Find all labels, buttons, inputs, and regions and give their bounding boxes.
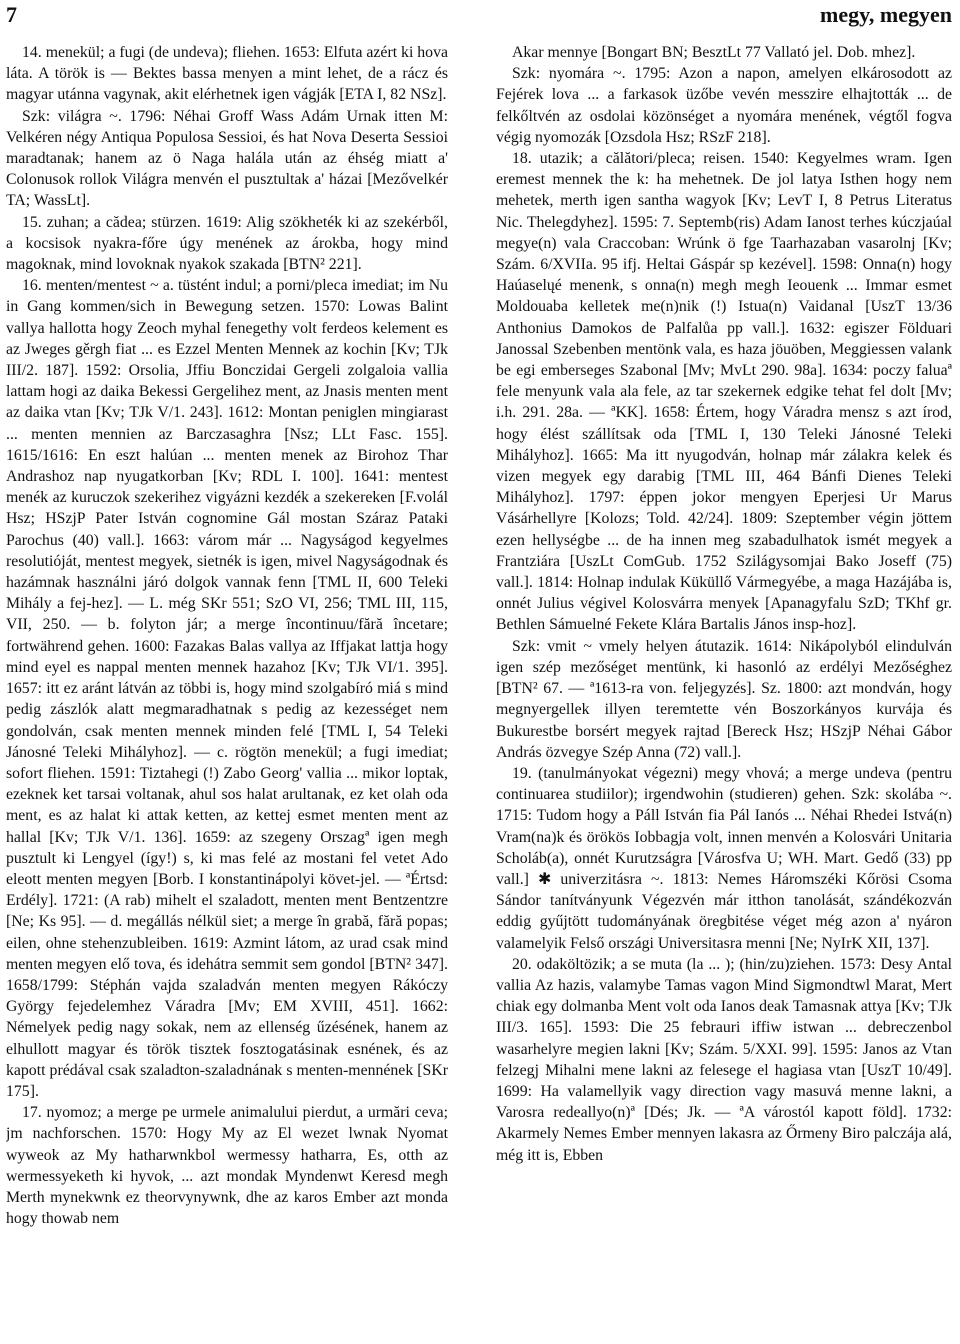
entry-paragraph: 18. utazik; a călători/pleca; reisen. 1540: Kegyelmes wram. Igen eremest mennek the k: ha mehetnek. De jol latya Isthen hogy nem mehetek, merth igen santha wagyok [Kv; LevT I, 8 Petrus Literatus Nic. Thelegdyhez]. 1595: 7. Septemb(ris) Adam Ianost terhes kúczjaúal megye(n) vala Craccoban: Wrúnk ö fge Taarhazaban vasarolnj [Kv; Szám. 6/XVIIa. 95 ifj. Heltai Gáspár sp kezével]. 1598: Onna(n) hogy Haúaselųé menenk, s onna(n) megh megh Ieouenk ... Immar esmet Moldouaba kelletek me(n)nik (!) Istua(n) Vaidanal [UszT 13/36 Anthonius Damokos de Palfalůa pp vall.]. 1632: egiszer Földuari Janossal Szebenben mentönk vala, es haza jöuöben, Meggiessen valank be egi emberseges Szabonal [Mv; MvLt 290. 98a]. 1634: poczy faluaª fele menyunk vala ala fele, az tar szekernek edgike tehat fel dolt [Mv; i.h. 291. 28a. — ªKK]. 1658: Értem, hogy Váradra mensz s azt írod, hogy élést szállítsak oda [TML I, 130 Teleki Jánosné Teleki Mihályhoz]. 1665: Ma itt nyugodván, holnap már zálakra kelek és vizen megyek egy darabig [TML III, 464 Bánfi Dienes Teleki Mihályhoz]. 1797: éppen jokor mengyen Eperjesi Ur Marus Vásárhellyre [Kolozs; Told. 42/24]. 1809: Szeptember végin jöttem ezen hellységbe ... de ha innen meg szabadulhatok ismét megyek a Frantziára [UszLt ComGub. 1752 Szilágysomjai Bako Joseff (75) vall.]. 1814: Holnap indulak Küküllő Vármegyébe, a maga Hazájába is, onnét Julius végivel Kolosvárra menyek [Apanagyfalu SzD; TKhf gr. Bethlen Sámuelné Fekete Klára Bartalis János insp-hoz]. xyxy=(496,150,952,634)
entry-paragraph: Szk: vmit ~ vmely helyen átutazik. 1614: Nikápolyból elindulván igen szép mezőséget mentünk, ki hasonló az erdélyi Mezőséghez [BTN² 67. — ª1613-ra von. feljegyzés]. Sz. 1800: azt mondván, hogy megnyergellek illyen teremtette vén Boszorkányos kurvája és Bukurestbe borsért megyek rajtad [Bereck Hsz; HSzjP Néhai Gábor András özvegye Szép Anna (72) vall.]. xyxy=(496,637,952,761)
entry-paragraph: 20. odaköltözik; a se muta (la ... ); (hin/zu)ziehen. 1573: Desy Antal vallia Az hazis, valamybe Tamas vagon Mind Sigmondtwl Marat, Mert chiak egy dolmanba Ment volt oda Ianos deak Tamasnak attya [Kv; TJk III/3. 165]. 1593: Die 25 febrauri iffiw istwan ... debreczenbol wasarhelyre megien lakni [Kv; Szám. 5/XXI. 99]. 1595: Janos az Vtan felzegj Mihalni mene lakni az felesege el hagiasa vtan [UszT 10/49]. 1699: Ha valamellyik vagy direction vagy masuvá menne lakni, a Varosra redeallyo(n)ª [Dés; Jk. — ªA várostól kapott föld]. 1732: Akarmely Nemes Ember mennyen lakasra az Őrmeny Biro palczája alá, még itt is, Ebben xyxy=(496,955,952,1164)
entry-paragraph: 19. (tanulmányokat végezni) megy vhová; a merge undeva (pentru continuarea studiilor); irgendwohin (studieren) gehen. Szk: skolába ~. 1715: Tudom hogy a Páll István fia Pál Ianós ... Néhai Rhedei Istvá(n) Vram(na)k és örökös Iobbagja volt, innen menvén a Kolosvári Unitaria Scholáb(a), onnét Kurutzságra [Városfva U; WH. Mart. Gedő (33) pp vall.] ✱ univerzitásra ~. 1813: Nemes Háromszéki Kőrösi Csoma Sándor tanítványunk Végezvén már itthon tanolását, szándékozván eddig gyűjtött tudományának öregbitése véget még azon a' nyáron valamelyik Felső országi Universitasra menni [Ne; NyIrK XII, 137]. xyxy=(496,764,952,952)
entry-paragraph: Szk: világra ~. 1796: Néhai Groff Wass Adám Urnak itten M: Velkéren négy Antiqua Populosa Sessioi, és hat Nova Deserta Sessioi maradtanak; hanem az ö Naga halála után az éhség miatt a' Colonusok rollok Világra menvén el pusztultak a' házai [Mezővelkér TA; WassLt]. xyxy=(6,107,448,210)
entry-paragraph: 15. zuhan; a cădea; stürzen. 1619: Alig szökheték ki az szekérből, a kocsisok nyakra-főre úgy menének az árokba, hogy mind magoknak, mind lovoknak nyakok szakada [BTN² 221]. xyxy=(6,213,448,274)
right-column xyxy=(496,42,952,1340)
page-number: 7 xyxy=(6,2,17,27)
entry-paragraph: 16. menten/mentest ~ a. tüstént indul; a porni/pleca imediat; im Nu in Gang kommen/sich in Bewegung setzen. 1570: Lowas Balint vallya hallotta hogy Zeoch myhal fenegethy volt ferdeos kelement es az Jweges gěrgh fiat ... es Ezzel Menten Mennek az kochin [Kv; TJk III/2. 187]. 1592: Orsolia, Jffiu Bonczidai Gergeli zolgaloia vallia lattam hogi az daika Bekessi Gergelihez ment, az Jnasis menten ment az daika vtan [Kv; TJk V/1. 243]. 1612: Montan peniglen mingiarast ... menten mennien az Barczasaghra [Nsz; LLt Fasc. 155]. 1615/1616: En eszt halúan ... menten menek az Birohoz Thar Andrashoz nap nyugatkorban [Kv; RDL I. 100]. 1641: mentest menék az kuruczok szekerihez vigyázni kezdék a szekereken [F.volál Hsz; HSzjP Pater István cognomine Gál mostan Száraz Pataki Parochus (40) vall.]. 1663: várom már ... Nagyságod kegyelmes resolutióját, mentest megyek, sietnék is igen, mivel Nagyságodnak és hazámnak használni járó dolgok vannak fenn [TML II, 600 Teleki Mihály a fej-hez]. — L. még SKr 551; SzO VI, 256; TML III, 115, VII, 250. — b. folyton jár; a merge încontinuu/fără încetare; fortwährend gehen. 1600: Fazakas Balas vallya az Iffjakat lattja hogy mind eyel es nappal menten mennek hazahoz [Kv; TJk VI/1. 395]. 1657: itt ez aránt látván az többi is, hogy mind szolgabíró miá s mind pedig zászlók alatt megmaradhatnak s pedig az kezességet nem gondolván, csak menten mennek minden felé [TML I, 54 Teleki Jánosné Teleki Mihályhoz]. — c. rögtön menekül; a fugi imediat; sofort fliehen. 1591: Tiztahegi (!) Zabo Georg' vallia ... mikor loptak, ezeknek ket tarsai voltanak, ahul sos halat arultanak, ez ket olah oda ment, es az halat ki attak ketten, az kettej esmet menten ment az hallal [Kv; TJk V/1. 136]. 1659: az szegeny Orszagª igen megh pusztult ki Lengyel (így!) s, ki mas felé az mostani fel vetet Ado eleott menten megyen [Borb. I konstantinápolyi követ-jel. — ªÉrtsd: Erdély]. 1721: (A rab) mihelt el szaladott, menten ment Bentzentzre [Ne; Ks 95]. — d. megállás nélkül siet; a merge în grabă, fără popas; eilen, ohne stehenzubleiben. 1619: Azmint látom, az urad csak mind menten megyen elő tova, és idehátra semmit sem gondol [BTN² 347]. 1658/1799: Stéphán vajda szaladván menten megyen Rákóczy György fejedelemhez Váradra [Mv; EM XVIII, 451]. 1662: Némelyek pedig nagy sokak, nem az ellenség űzésének, hanem az elhullott magyar és török tisztek fosztogatásinak esnének, és az kapott prédával csak szaladton-szaladnának s menten-mennének [SKr 175]. xyxy=(6,277,448,1100)
entry-paragraph: Szk: nyomára ~. 1795: Azon a napon, amelyen elkárosodott az Fejérek lova ... a farkasok üzőbe vevén messzire elhajtották ... de felkőltvén az osdolai közönséget a nyomára menének, végtől fogva végig nyomozák [Ozsdola Hsz; RSzF 218]. xyxy=(496,65,952,146)
entry-paragraph: Akar mennye [Bongart BN; BesztLt 77 Vallató jel. Dob. mhez]. xyxy=(512,44,916,61)
left-column xyxy=(6,42,448,1340)
entry-paragraph: 17. nyomoz; a merge pe urmele animalului pierdut, a urmări ceva; jm nachforschen. 1570: Hogy My az El wezet lwnak Nyomat wyweok az My hatharwnkbol wermessy hatharra, Es, otth az wermessyeketh ki hyvok, ... azt mondak Myndenwt Keresd megh Merth mynekwnk ez theorvynywnk, dhe az karos Ember azt monda hogy thowab nem xyxy=(6,1104,448,1228)
entry-paragraph: 14. menekül; a fugi (de undeva); fliehen. 1653: Elfuta azért ki hova láta. A török is — Bektes bassa menyen a mint lehet, de a rácz és magyar utánna vagynak, akit elérhetnek igen vágják [ETA I, 82 NSz]. xyxy=(6,44,448,104)
running-headword: megy, megyen xyxy=(820,2,952,27)
